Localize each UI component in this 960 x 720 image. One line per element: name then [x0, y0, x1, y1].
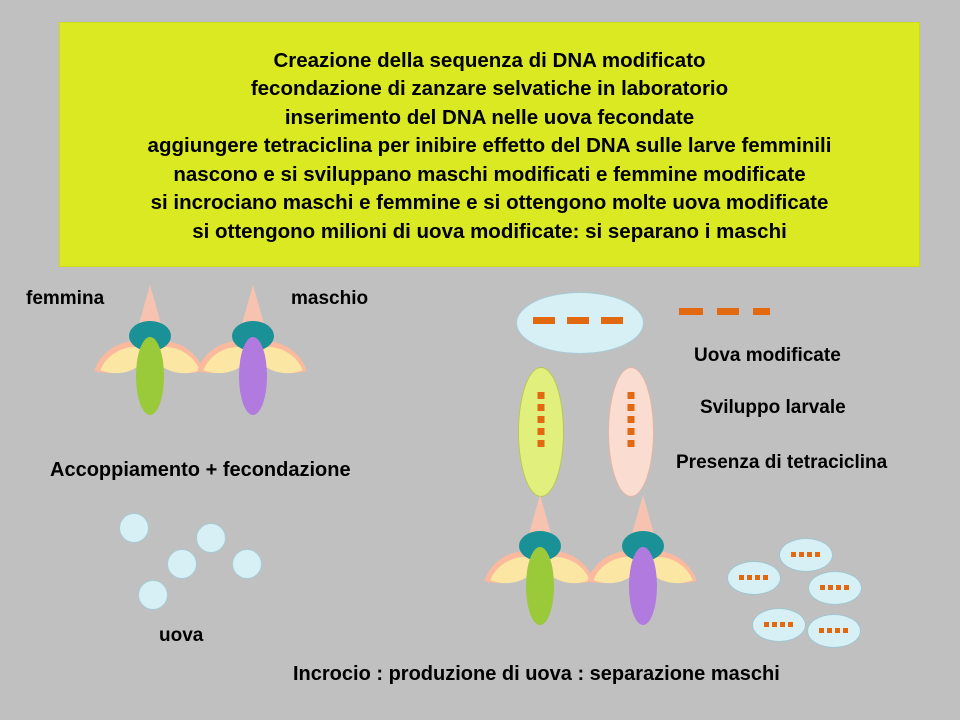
mini-egg-raft [808, 571, 862, 605]
mosquito-male-modified [597, 495, 689, 615]
header-line-3: inserimento del DNA nelle uova fecondate [284, 105, 695, 129]
label-uova-modificate: Uova modificate [694, 345, 841, 366]
mosquito-abdomen-male-icon [239, 337, 267, 415]
mini-egg-raft [807, 614, 861, 648]
label-maschio: maschio [291, 288, 369, 309]
dna-dots-icon [820, 585, 849, 590]
free-dna-dashes-icon [679, 308, 770, 315]
label-incrocio: Incrocio : produzione di uova : separazione maschi [293, 663, 780, 685]
header-line-2: fecondazione di zanzare selvatiche in laboratorio [250, 77, 729, 101]
egg-icon [196, 523, 226, 553]
header-text-box [59, 22, 920, 267]
mini-egg-raft [727, 561, 781, 595]
label-femmina: femmina [26, 288, 105, 309]
header-line-1: Creazione della sequenza di DNA modificato [273, 48, 706, 72]
dna-dots-icon [739, 575, 768, 580]
mosquito-abdomen-female-icon [526, 547, 554, 625]
label-presenza-tetraciclina: Presenza di tetraciclina [676, 452, 888, 473]
label-accoppiamento: Accoppiamento + fecondazione [50, 459, 351, 481]
mosquito-abdomen-female-icon [136, 337, 164, 415]
dna-dots-icon [791, 552, 820, 557]
label-uova: uova [159, 625, 204, 646]
dna-dots-icon [764, 622, 793, 627]
larva-green [518, 367, 564, 497]
mini-egg-raft [779, 538, 833, 572]
dna-dots-icon [538, 392, 545, 447]
mosquito-abdomen-male-icon [629, 547, 657, 625]
dna-dashes-icon [533, 317, 623, 324]
dna-dots-icon [628, 392, 635, 447]
header-line-6: si incrociano maschi e femmine e si ottengono molte uova modificate [150, 191, 829, 215]
mosquito-female-modified [494, 495, 586, 615]
egg-icon [119, 513, 149, 543]
mosquito-male [207, 285, 299, 405]
egg-icon [138, 580, 168, 610]
header-line-5: nascono e si sviluppano maschi modificati e femmine modificate [173, 162, 806, 186]
larva-pink [608, 367, 654, 497]
header-line-4: aggiungere tetraciclina per inibire effetto del DNA sulle larve femminili [147, 134, 832, 158]
mini-egg-raft [752, 608, 806, 642]
egg-icon [232, 549, 262, 579]
label-sviluppo-larvale: Sviluppo larvale [700, 397, 846, 418]
egg-icon [167, 549, 197, 579]
modified-egg-raft [516, 292, 644, 354]
header-line-7: si ottengono milioni di uova modificate: si separano i maschi [192, 219, 787, 243]
dna-dots-icon [819, 628, 848, 633]
mosquito-female [104, 285, 196, 405]
